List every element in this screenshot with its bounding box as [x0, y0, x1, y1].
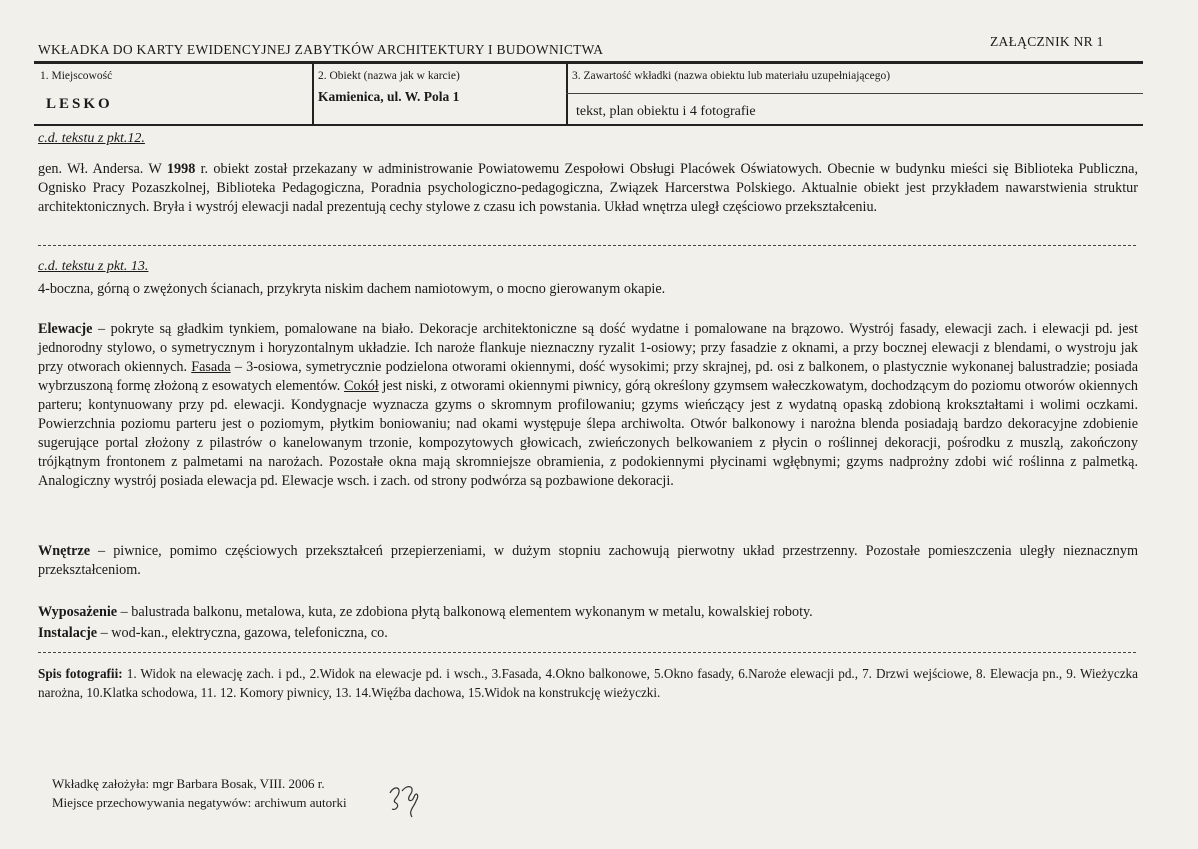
elewacje-text-c: jest niski, z otworami okiennymi piwnicy, górą określony gzymsem wałeczkowatym, dochodzącym do poziomu otworów okiennych parteru; kontynuowany przy pd. elewacji. Kondygnacje wyznacza gzyms o skromnym profilowaniu; gzyms wieńczący jest z wydatną opaską zdobioną krokształtami i wolimi oczkami. Powierzchnia poziomu parteru jest o poziomym, płytkim boniowaniu; nad okami występuje ślepa archiwolta. Otwór balkonowy i narożna blenda posiadają bardzo dekoracyjne zdobienie sugerujące portal złożony z pilastrów o kanelowanym trzonie, kompozytowych głowicach, zwieńczonych belkowaniem z płycin o roślinnej dekoracji, pośrodku z muszlą, zakończony trójkątnym frontonem z palmetami na narożach. Pozostałe okna mają skromniejsze obramienia, z podokiennymi płycinami wgłębnymi; gzyms nadprożny zdobi wić roślinna z palmetką. Analogiczny wystrój posiada elewacja pd. Elewacje wsch. i zach. od strony podwórza są pozbawione dekoracji.: [38, 378, 1139, 489]
wnetrze-text: – piwnice, pomimo częściowych przekształceń przepierzeniami, w dużym stopniu zachowują pierwotny układ przestrzenny. Pozostałe pomieszczenia uległy nieznacznym przekształceniom.: [38, 543, 1138, 578]
photos-label: Spis fotografii:: [38, 666, 123, 681]
field-zawartosc: [566, 64, 1145, 124]
handwritten-signature: [386, 781, 426, 821]
section-13-intro: 4-boczna, górną o zwężonych ścianach, przykryta niskim dachem namiotowym, o mocno gierowanym okapie.: [38, 281, 666, 297]
photos-paragraph: [38, 664, 1138, 702]
elewacje-text-a: – pokryte są gładkim tynkiem, pomalowane na biało. Dekoracje architektoniczne są dość wydatne i pomalowane na brązowo. Wystrój fasady, elewacji zach. i elewacji pd. jest jednorodny stylowo, o symetrycznym i horyzontalnym układzie. Ich naroże flankuje nieznaczny ryzalit 1-osiowy; przy fasadzie z oknami, a przy bocznej elewacji z blendami, o wystroju jak przy otworach okiennych.: [38, 321, 1138, 375]
elewacje-text-b: – 3-osiowa, symetrycznie podzielona otworami okiennymi, dość wysokimi; przy skrajnej, pd. osi z balkonem, o plastycznie wykonanej balustradzie; posiada wybrzuszoną formę złożoną z esowatych elementów.: [38, 359, 1138, 394]
field-separator: [566, 93, 1143, 94]
elewacje-paragraph: [38, 320, 1138, 491]
section-12-text-a: gen. Wł. Andersa. W: [38, 161, 167, 177]
wyposazenie-text: – balustrada balkonu, metalowa, kuta, ze zdobiona płytą balkonową elementem wykonanym w metalu, kowalskiej roboty.: [117, 604, 813, 620]
document-title: WKŁADKA DO KARTY EWIDENCYJNEJ ZABYTKÓW ARCHITEKTURY I BUDOWNICTWA: [38, 42, 604, 57]
photos-text: 1. Widok na elewację zach. i pd., 2.Widok na elewacje pd. i wsch., 3.Fasada, 4.Okno balkonowe, 5.Okno fasady, 6.Naroże elewacji pd., 7. Drzwi wejściowe, 8. Elewacja pn., 9. Wieżyczka narożna, 10.Klatka schodowa, 11. 12. Komory piwnicy, 13. 14.Więźba dachowa, 15.Widok na konstrukcję wieżyczki.: [38, 666, 1138, 700]
cokol-label: Cokół: [344, 378, 379, 394]
wyposazenie-paragraph: [38, 603, 1138, 622]
wnetrze-label: Wnętrze: [38, 543, 90, 559]
field-obiekt: [312, 64, 566, 124]
wyposazenie-label: Wyposażenie: [38, 604, 118, 620]
fields-rule: [34, 124, 1143, 126]
attachment-number: ZAŁĄCZNIK NR 1: [990, 34, 1104, 49]
elewacje-label: Elewacje: [38, 321, 93, 337]
field-miejscowosc: [34, 64, 310, 124]
dashed-divider-2: [38, 652, 1136, 653]
section-12-heading: c.d. tekstu z pkt.12.: [38, 131, 145, 146]
section-12-paragraph: [38, 160, 1138, 217]
dashed-divider: [38, 245, 1136, 246]
section-13-heading: c.d. tekstu z pkt. 13.: [38, 259, 149, 274]
instalacje-text: – wod-kan., elektryczna, gazowa, telefoniczna, co.: [97, 625, 388, 641]
wnetrze-paragraph: [38, 542, 1138, 580]
field-obiekt-label: 2. Obiekt (nazwa jak w karcie): [318, 70, 460, 82]
section-12-text-b: r. obiekt został przekazany w administrowanie Powiatowemu Zespołowi Obsługi Placówek Oświatowych. Obecnie w budynku mieści się Biblioteka Publiczna, Ognisko Pracy Pozaszkolnej, Biblioteka Pedagogiczna, Poradnia psychologiczno-pedagogiczna, Związek Harcerstwa Polskiego. Aktualnie obiekt jest przykładem nawarstwienia struktur architektonicznych. Bryła i wystrój elewacji nadal prezentują cechy stylowe z czasu ich powstania. Układ wnętrza uległ częściowo przekształceniu.: [38, 161, 1138, 215]
field-miejscowosc-value: LESKO: [46, 96, 113, 112]
footer-storage: Miejsce przechowywania negatywów: archiwum autorki: [52, 795, 347, 810]
field-zawartosc-value: tekst, plan obiektu i 4 fotografie: [576, 104, 756, 119]
field-obiekt-value: Kamienica, ul. W. Pola 1: [318, 89, 460, 104]
instalacje-paragraph: [38, 624, 1138, 643]
field-miejscowosc-label: 1. Miejscowość: [40, 70, 113, 82]
fasada-label: Fasada: [191, 359, 231, 375]
footer-author: Wkładkę założyła: mgr Barbara Bosak, VIII. 2006 r.: [52, 776, 325, 791]
section-12-year: 1998: [166, 161, 196, 177]
instalacje-label: Instalacje: [38, 625, 98, 641]
field-zawartosc-label: 3. Zawartość wkładki (nazwa obiektu lub materiału uzupełniającego): [572, 70, 891, 82]
